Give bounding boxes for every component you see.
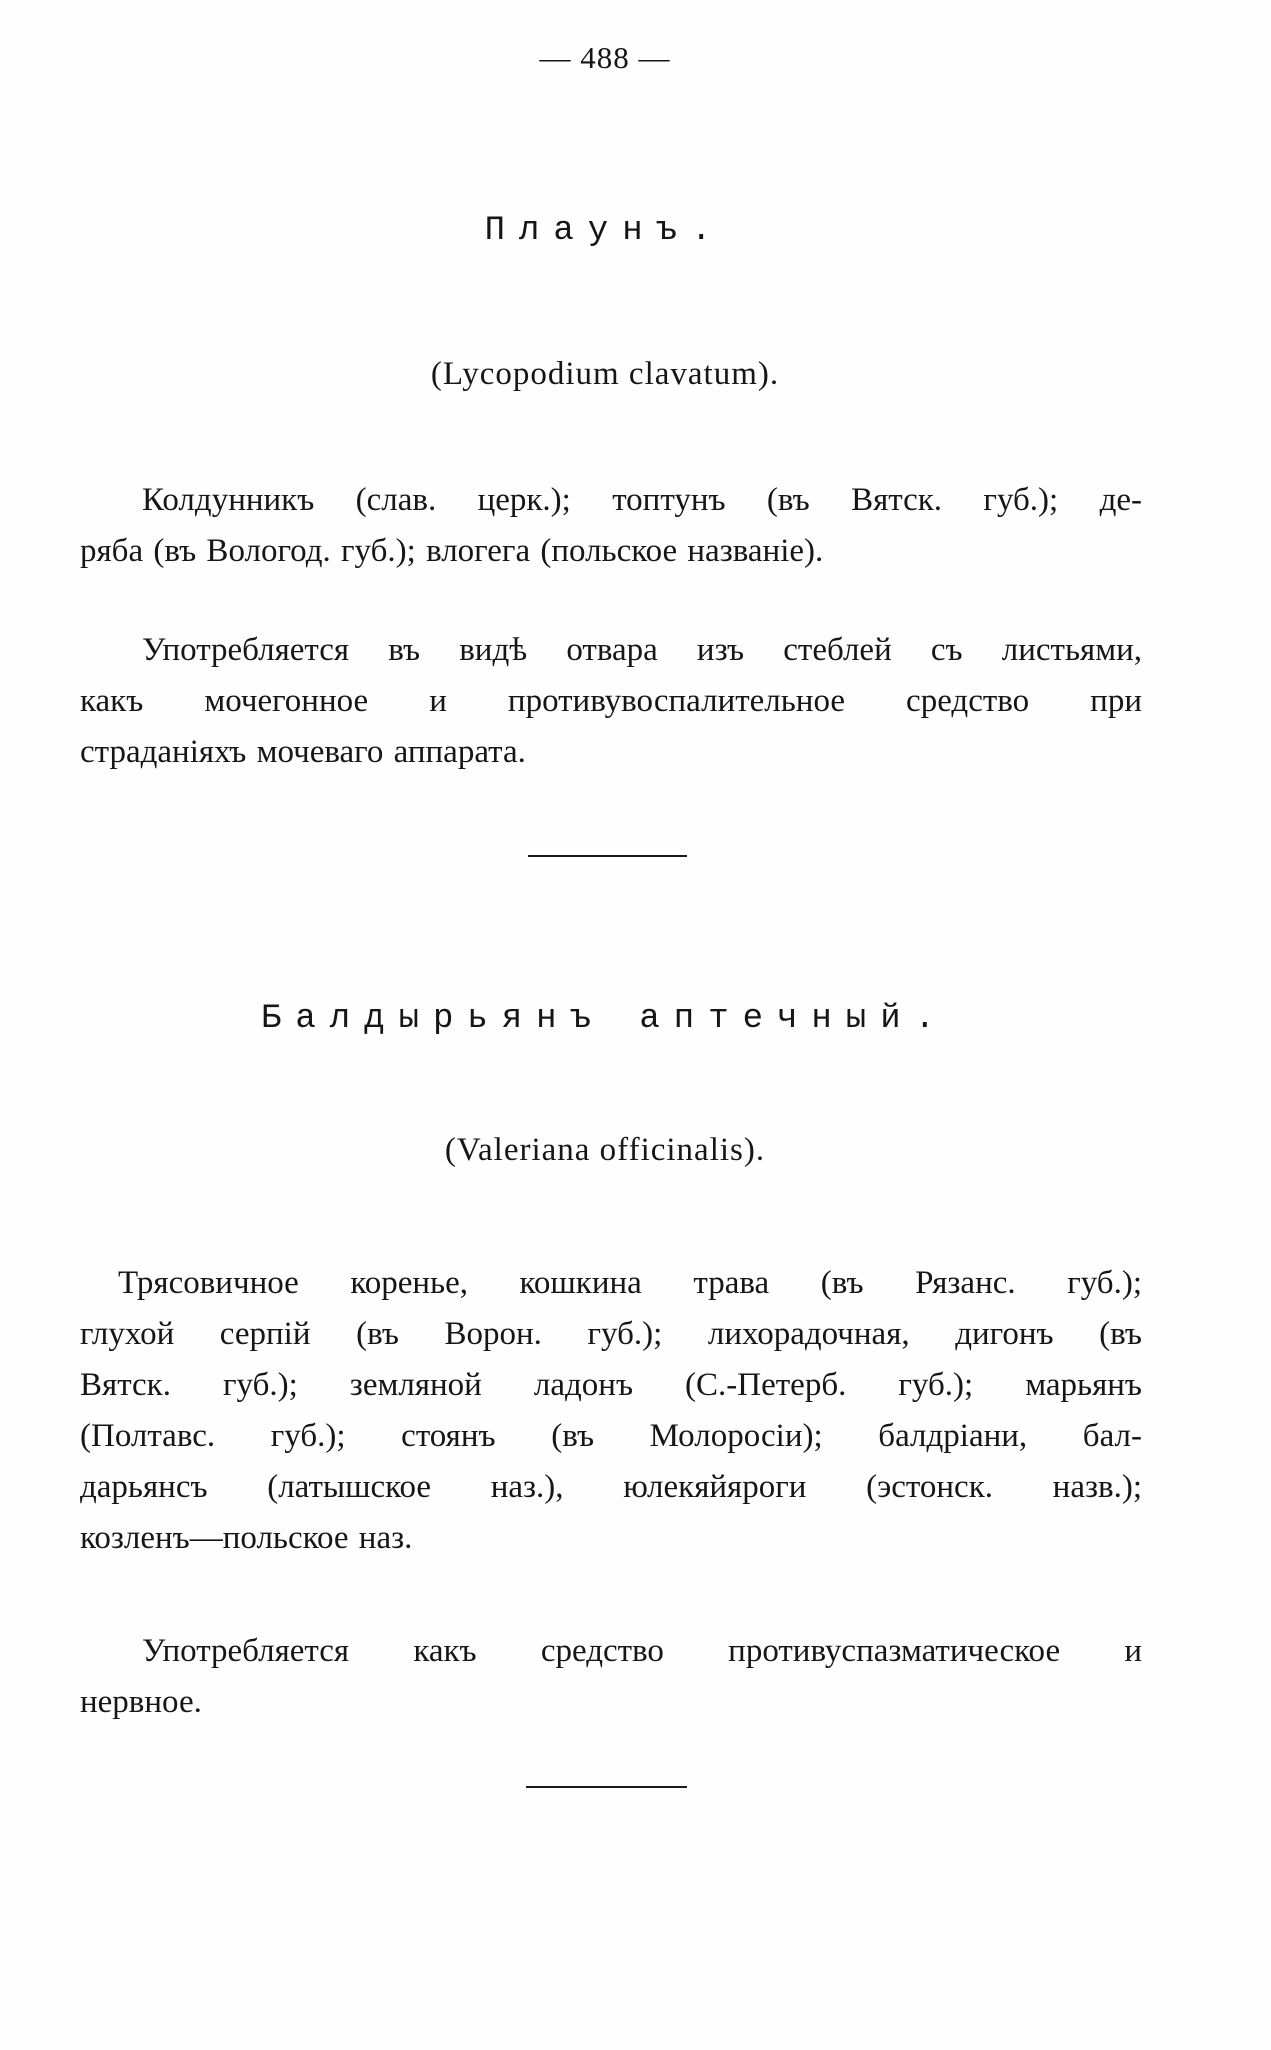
text-line: ряба (въ Вологод. губ.); влогега (польское названіе). <box>80 533 824 569</box>
section-title-baldyryan: Балдырьянъ аптечный. <box>260 1000 950 1038</box>
paragraph-folk-names-plaun <box>80 475 1142 577</box>
paragraph-folk-names-valerian <box>80 1258 1142 1564</box>
latin-name-valeriana: (Valeriana officinalis). <box>444 1132 766 1168</box>
latin-name-lycopodium: (Lycopodium clavatum). <box>430 356 780 392</box>
text-line: Употребляется въ видѣ отвара изъ стеблей съ листьями, <box>142 632 1142 668</box>
paragraph-usage-plaun <box>80 625 1142 778</box>
text-line: козленъ—польское наз. <box>80 1520 413 1556</box>
text-line: (Полтавс. губ.); стоянъ (въ Молоросіи); балдріани, бал- <box>80 1418 1142 1454</box>
text-line: страданіяхъ мочеваго аппарата. <box>80 734 526 770</box>
page-number: — 488 — <box>539 40 671 75</box>
text-line: Колдунникъ (слав. церк.); топтунъ (въ Вятск. губ.); де- <box>142 482 1142 518</box>
text-line: дарьянсъ (латышское наз.), юлекяйяроги (эстонск. назв.); <box>80 1469 1142 1505</box>
text-line: Трясовичное коренье, кошкина трава (въ Рязанс. губ.); <box>118 1265 1142 1301</box>
text-line: нервное. <box>80 1684 202 1720</box>
section-title-plaun: Плаунъ. <box>484 212 726 250</box>
section-divider <box>528 855 687 857</box>
text-line: глухой серпій (въ Ворон. губ.); лихорадочная, дигонъ (въ <box>80 1316 1142 1352</box>
section-divider <box>526 1786 687 1788</box>
paragraph-usage-valerian <box>80 1626 1142 1728</box>
text-line: Употребляется какъ средство противуспазматическое и <box>142 1633 1142 1669</box>
text-line: Вятск. губ.); земляной ладонъ (С.-Петерб. губ.); марьянъ <box>80 1367 1142 1403</box>
text-line: какъ мочегонное и противувоспалительное средство при <box>80 683 1142 719</box>
